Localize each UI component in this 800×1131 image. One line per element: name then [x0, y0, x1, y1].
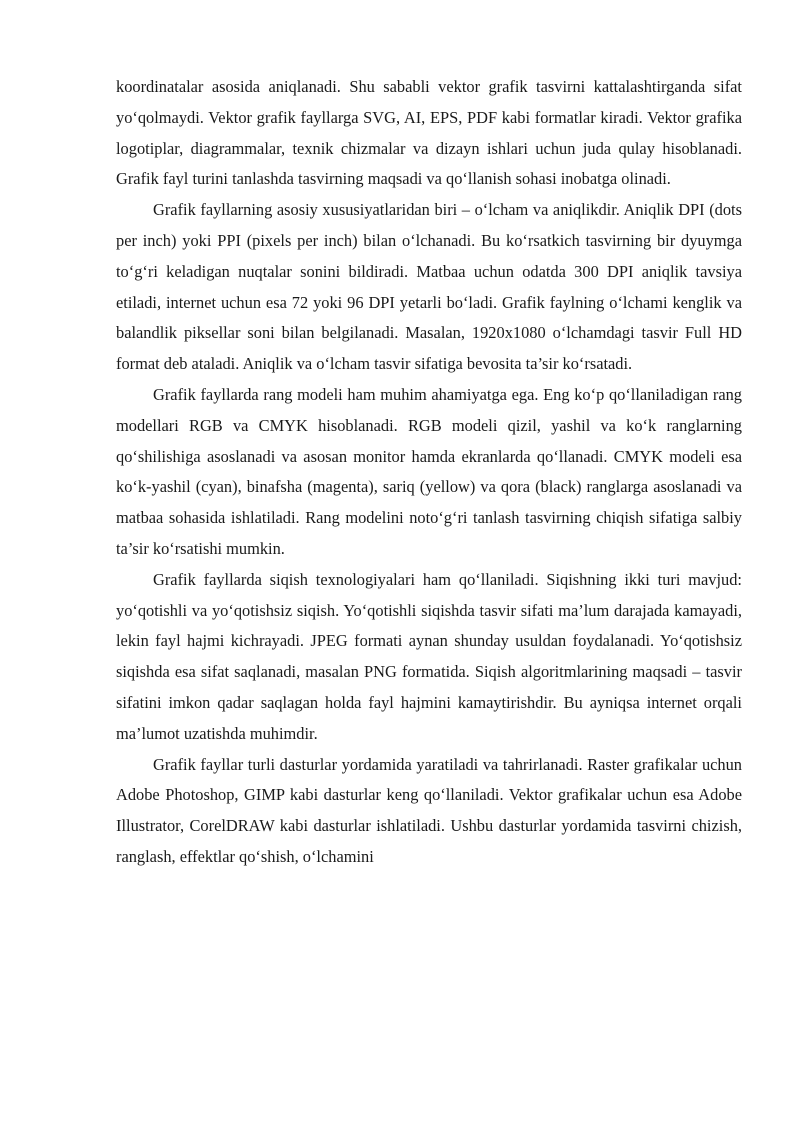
paragraph-compression: Grafik fayllarda siqish texnologiyalari ham qo‘llaniladi. Siqishning ikki turi mavjud: yo‘qotishli va yo‘qotishsiz siqish. Yo‘qotishli siqishda tasvir sifati ma’lum darajada kamayadi, lekin fayl hajmi kichrayadi. JPEG formati aynan shunday usuldan foydalanadi. Yo‘qotishsiz siqishda esa sifat saqlanadi, masalan PNG formatida. Siqish algoritmlarining maqsadi – tasvir sifatini imkon qadar saqlagan holda fayl hajmini kamaytirishdir. Bu ayniqsa internet orqali ma’lumot uzatishda muhimdir.: [116, 569, 742, 743]
paragraph-resolution-size: Grafik fayllarning asosiy xususiyatlaridan biri – o‘lcham va aniqlikdir. Aniqlik DPI (dots per inch) yoki PPI (pixels per inch) bilan o‘lchanadi. Bu ko‘rsatkich tasvirning bir dyuymga to‘g‘ri keladigan nuqtalar sonini bildiradi. Matbaa uchun odatda 300 DPI aniqlik tavsiya etiladi, internet uchun esa 72 yoki 96 DPI yetarli bo‘ladi. Grafik faylning o‘lchami kenglik va balandlik piksellar soni bilan belgilanadi. Masalan, 1920x1080 o‘lchamdagi tasvir Full HD format deb ataladi. Aniqlik va o‘lcham tasvir sifatiga bevosita ta’sir ko‘rsatadi.: [116, 200, 742, 374]
paragraph-software: Grafik fayllar turli dasturlar yordamida yaratiladi va tahrirlanadi. Raster grafikalar uchun Adobe Photoshop, GIMP kabi dasturlar keng qo‘llaniladi. Vektor grafikalar uchun esa Adobe Illustrator, CorelDRAW kabi dasturlar ishlatiladi. Ushbu dasturlar yordamida tasvirni chizish, ranglash, effektlar qo‘shish, o‘lchamini: [116, 754, 742, 866]
paragraph-color-model: Grafik fayllarda rang modeli ham muhim ahamiyatga ega. Eng ko‘p qo‘llaniladigan rang modellari RGB va CMYK hisoblanadi. RGB modeli qizil, yashil va ko‘k ranglarning qo‘shilishiga asoslanadi va asosan monitor hamda ekranlarda qo‘llanadi. CMYK modeli esa ko‘k-yashil (cyan), binafsha (magenta), sariq (yellow) va qora (black) ranglarga asoslanadi va matbaa sohasida ishlatiladi. Rang modelini noto‘g‘ri tanlash tasvirning chiqish sifatiga salbiy ta’sir ko‘rsatishi mumkin.: [116, 384, 742, 558]
document-page: [116, 72, 742, 873]
paragraph-continuation: koordinatalar asosida aniqlanadi. Shu sababli vektor grafik tasvirni kattalashtirganda sifat yo‘qolmaydi. Vektor grafik fayllarga SVG, AI, EPS, PDF kabi formatlar kiradi. Vektor grafika logotiplar, diagrammalar, texnik chizmalar va dizayn ishlari uchun juda qulay hisoblanadi. Grafik fayl turini tanlashda tasvirning maqsadi va qo‘llanish sohasi inobatga olinadi.: [116, 77, 742, 189]
